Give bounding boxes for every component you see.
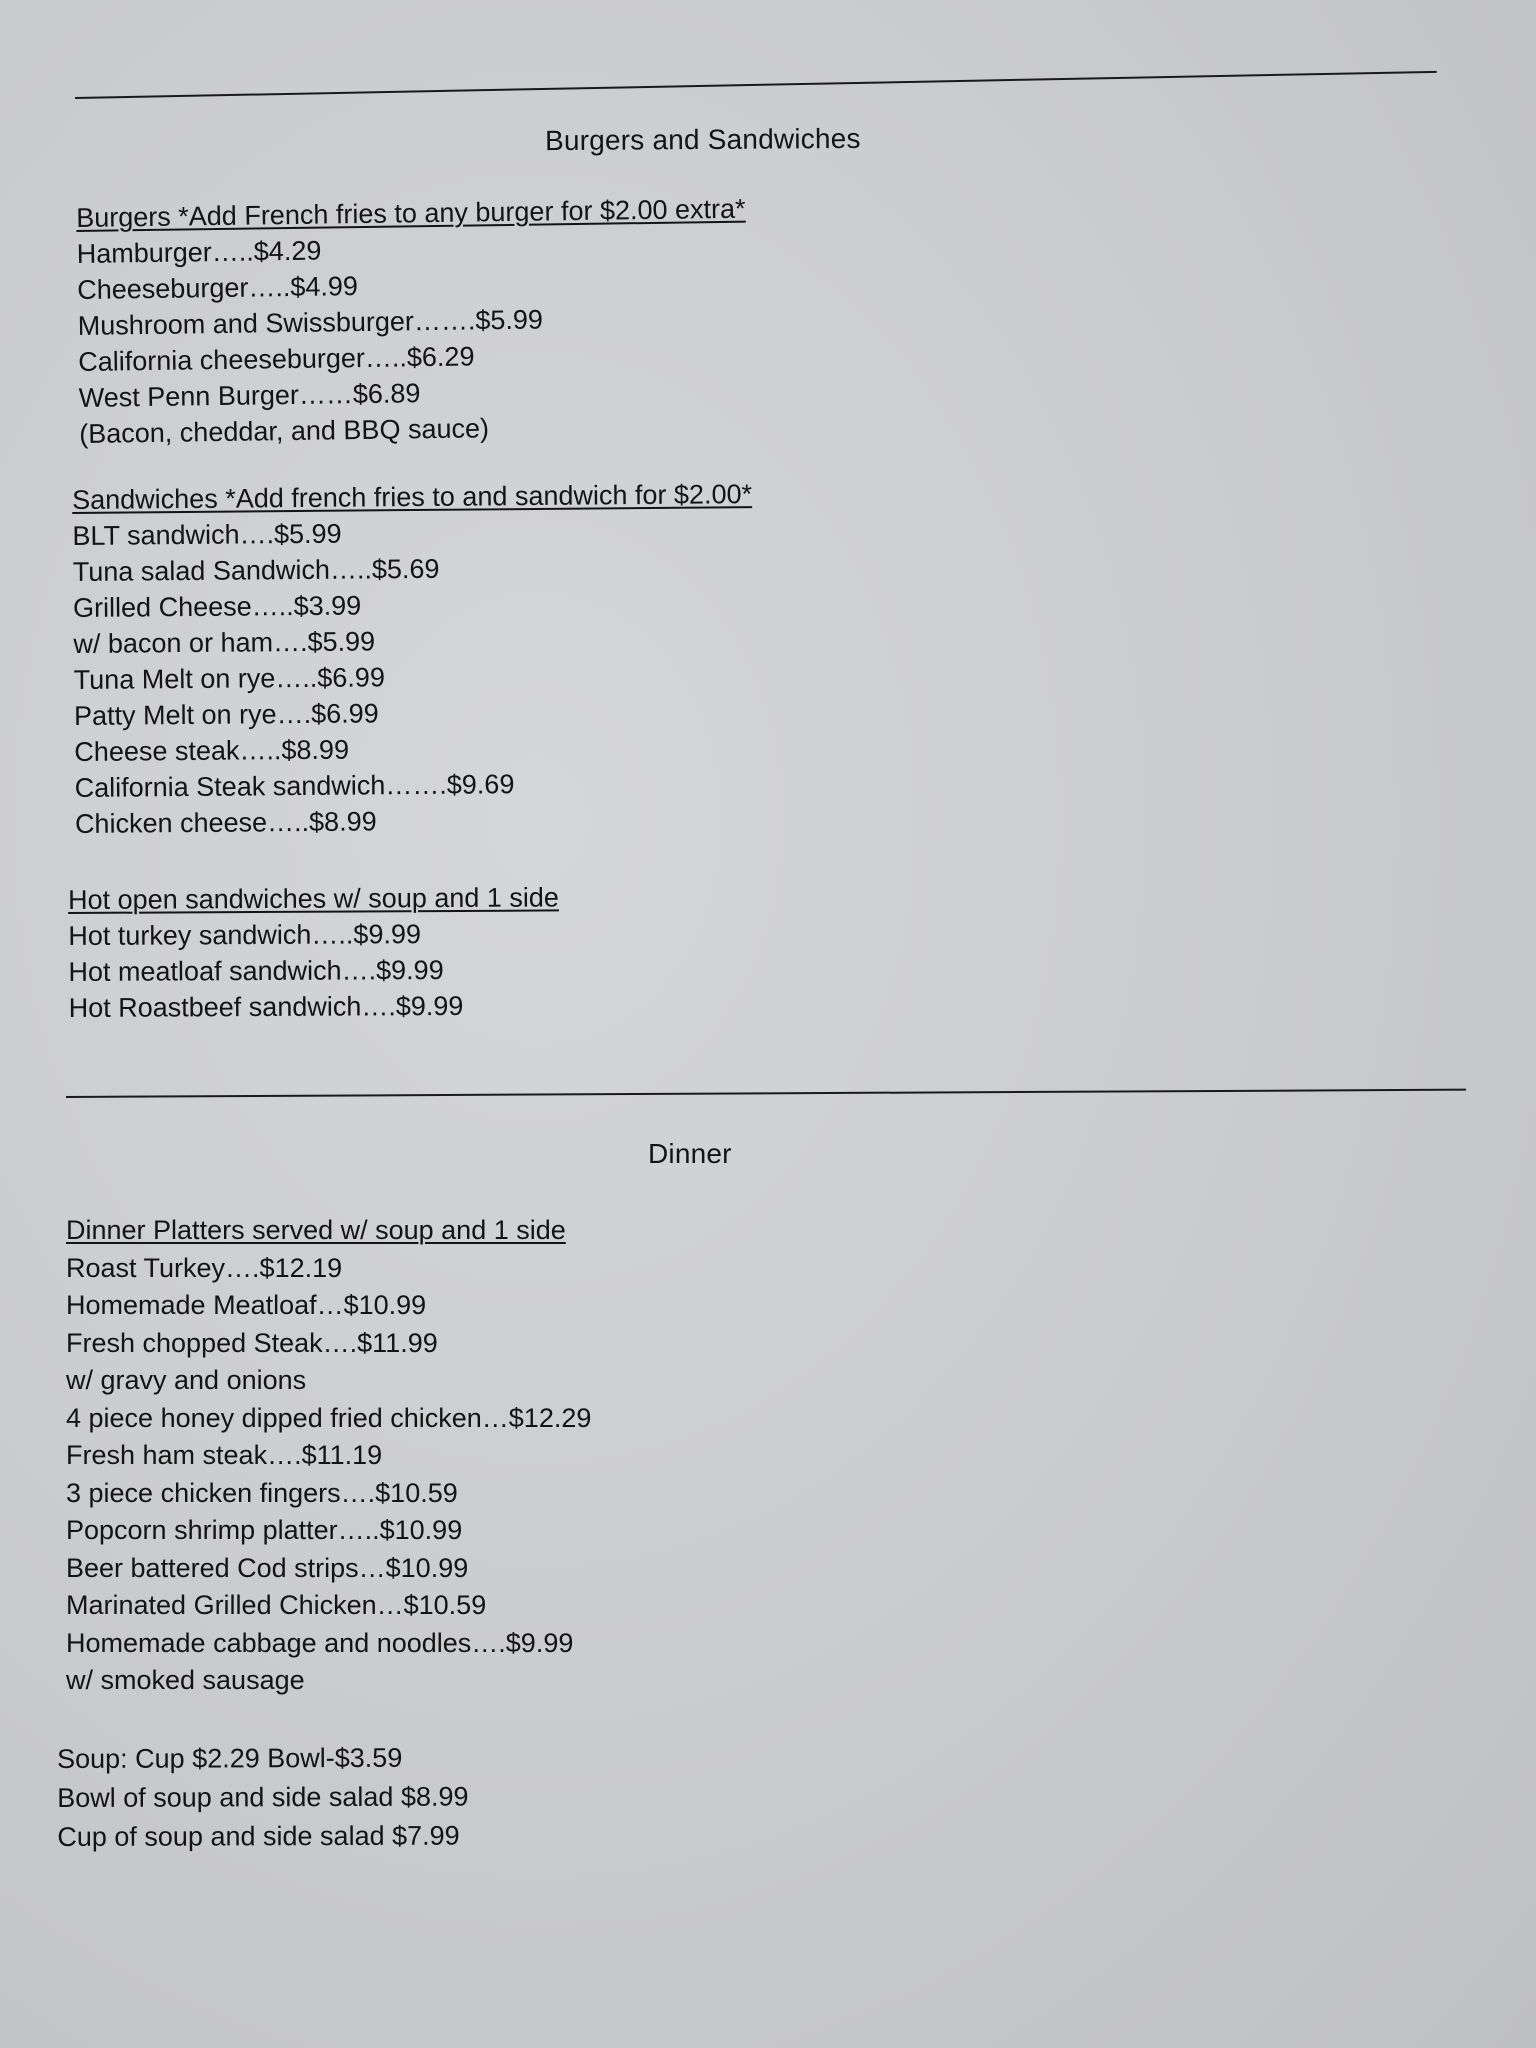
menu-item: Grilled Cheese…..$3.99 (72, 590, 362, 623)
menu-item: 4 piece honey dipped fried chicken…$12.29 (66, 1402, 592, 1433)
hot-open-sandwiches-section (68, 879, 560, 1026)
menu-item: Fresh ham steak….$11.19 (66, 1440, 383, 1470)
menu-item: Bowl of soup and side salad $8.99 (57, 1781, 469, 1813)
sandwiches-heading: Sandwiches *Add french fries to and sandwich for $2.00* (72, 479, 753, 515)
burgers-section (76, 191, 749, 452)
dinner-platters-section (66, 1212, 591, 1700)
menu-item: Cheese steak…..$8.99 (74, 734, 350, 767)
menu-item: West Penn Burger……$6.89 (78, 378, 421, 413)
soup-section (57, 1739, 469, 1857)
dinner-platters-heading: Dinner Platters served w/ soup and 1 side (66, 1215, 566, 1245)
section-title-dinner: Dinner (648, 1138, 732, 1169)
menu-item: Cup of soup and side salad $7.99 (57, 1820, 460, 1852)
menu-item: Fresh chopped Steak….$11.99 (66, 1327, 438, 1358)
menu-item: Roast Turkey….$12.19 (66, 1252, 343, 1283)
menu-item: Popcorn shrimp platter…..$10.99 (66, 1515, 463, 1545)
burgers-heading: Burgers *Add French fries to any burger for $2.00 extra* (76, 193, 746, 233)
menu-item: Soup: Cup $2.29 Bowl-$3.59 (57, 1742, 403, 1774)
menu-item: Hot meatloaf sandwich….$9.99 (68, 955, 444, 987)
menu-item: BLT sandwich….$5.99 (72, 518, 342, 551)
menu-item: Chicken cheese…..$8.99 (74, 806, 377, 839)
menu-item: Hot Roastbeef sandwich….$9.99 (68, 990, 464, 1023)
menu-item: Mushroom and Swissburger…….$5.99 (77, 304, 544, 341)
menu-item: Tuna salad Sandwich…..$5.69 (72, 553, 440, 587)
hot-open-heading: Hot open sandwiches w/ soup and 1 side (68, 882, 559, 915)
menu-item: Homemade Meatloaf…$10.99 (66, 1290, 427, 1320)
menu-item: Marinated Grilled Chicken…$10.59 (66, 1590, 487, 1620)
menu-item: Tuna Melt on rye…..$6.99 (73, 662, 386, 695)
menu-item: Hamburger…..$4.29 (76, 235, 322, 269)
section-title-burgers-sandwiches: Burgers and Sandwiches (544, 122, 861, 157)
menu-item: Homemade cabbage and noodles….$9.99 (66, 1627, 574, 1658)
menu-item-note: w/ gravy and onions (66, 1365, 307, 1395)
menu-item-note: w/ smoked sausage (66, 1665, 305, 1695)
menu-item: Hot turkey sandwich…..$9.99 (68, 919, 422, 951)
menu-item: w/ bacon or ham….$5.99 (73, 626, 376, 659)
menu-item: 3 piece chicken fingers….$10.59 (66, 1477, 458, 1508)
top-divider (75, 71, 1437, 99)
middle-divider (66, 1089, 1466, 1098)
menu-item-note: (Bacon, cheddar, and BBQ sauce) (79, 413, 490, 449)
menu-item: California cheeseburger…..$6.29 (78, 341, 475, 377)
menu-item: California Steak sandwich…….$9.69 (74, 769, 515, 803)
sandwiches-section (72, 476, 755, 842)
menu-item: Beer battered Cod strips…$10.99 (66, 1552, 469, 1583)
menu-item: Patty Melt on rye….$6.99 (73, 698, 379, 731)
menu-item: Cheeseburger…..$4.99 (77, 271, 359, 305)
